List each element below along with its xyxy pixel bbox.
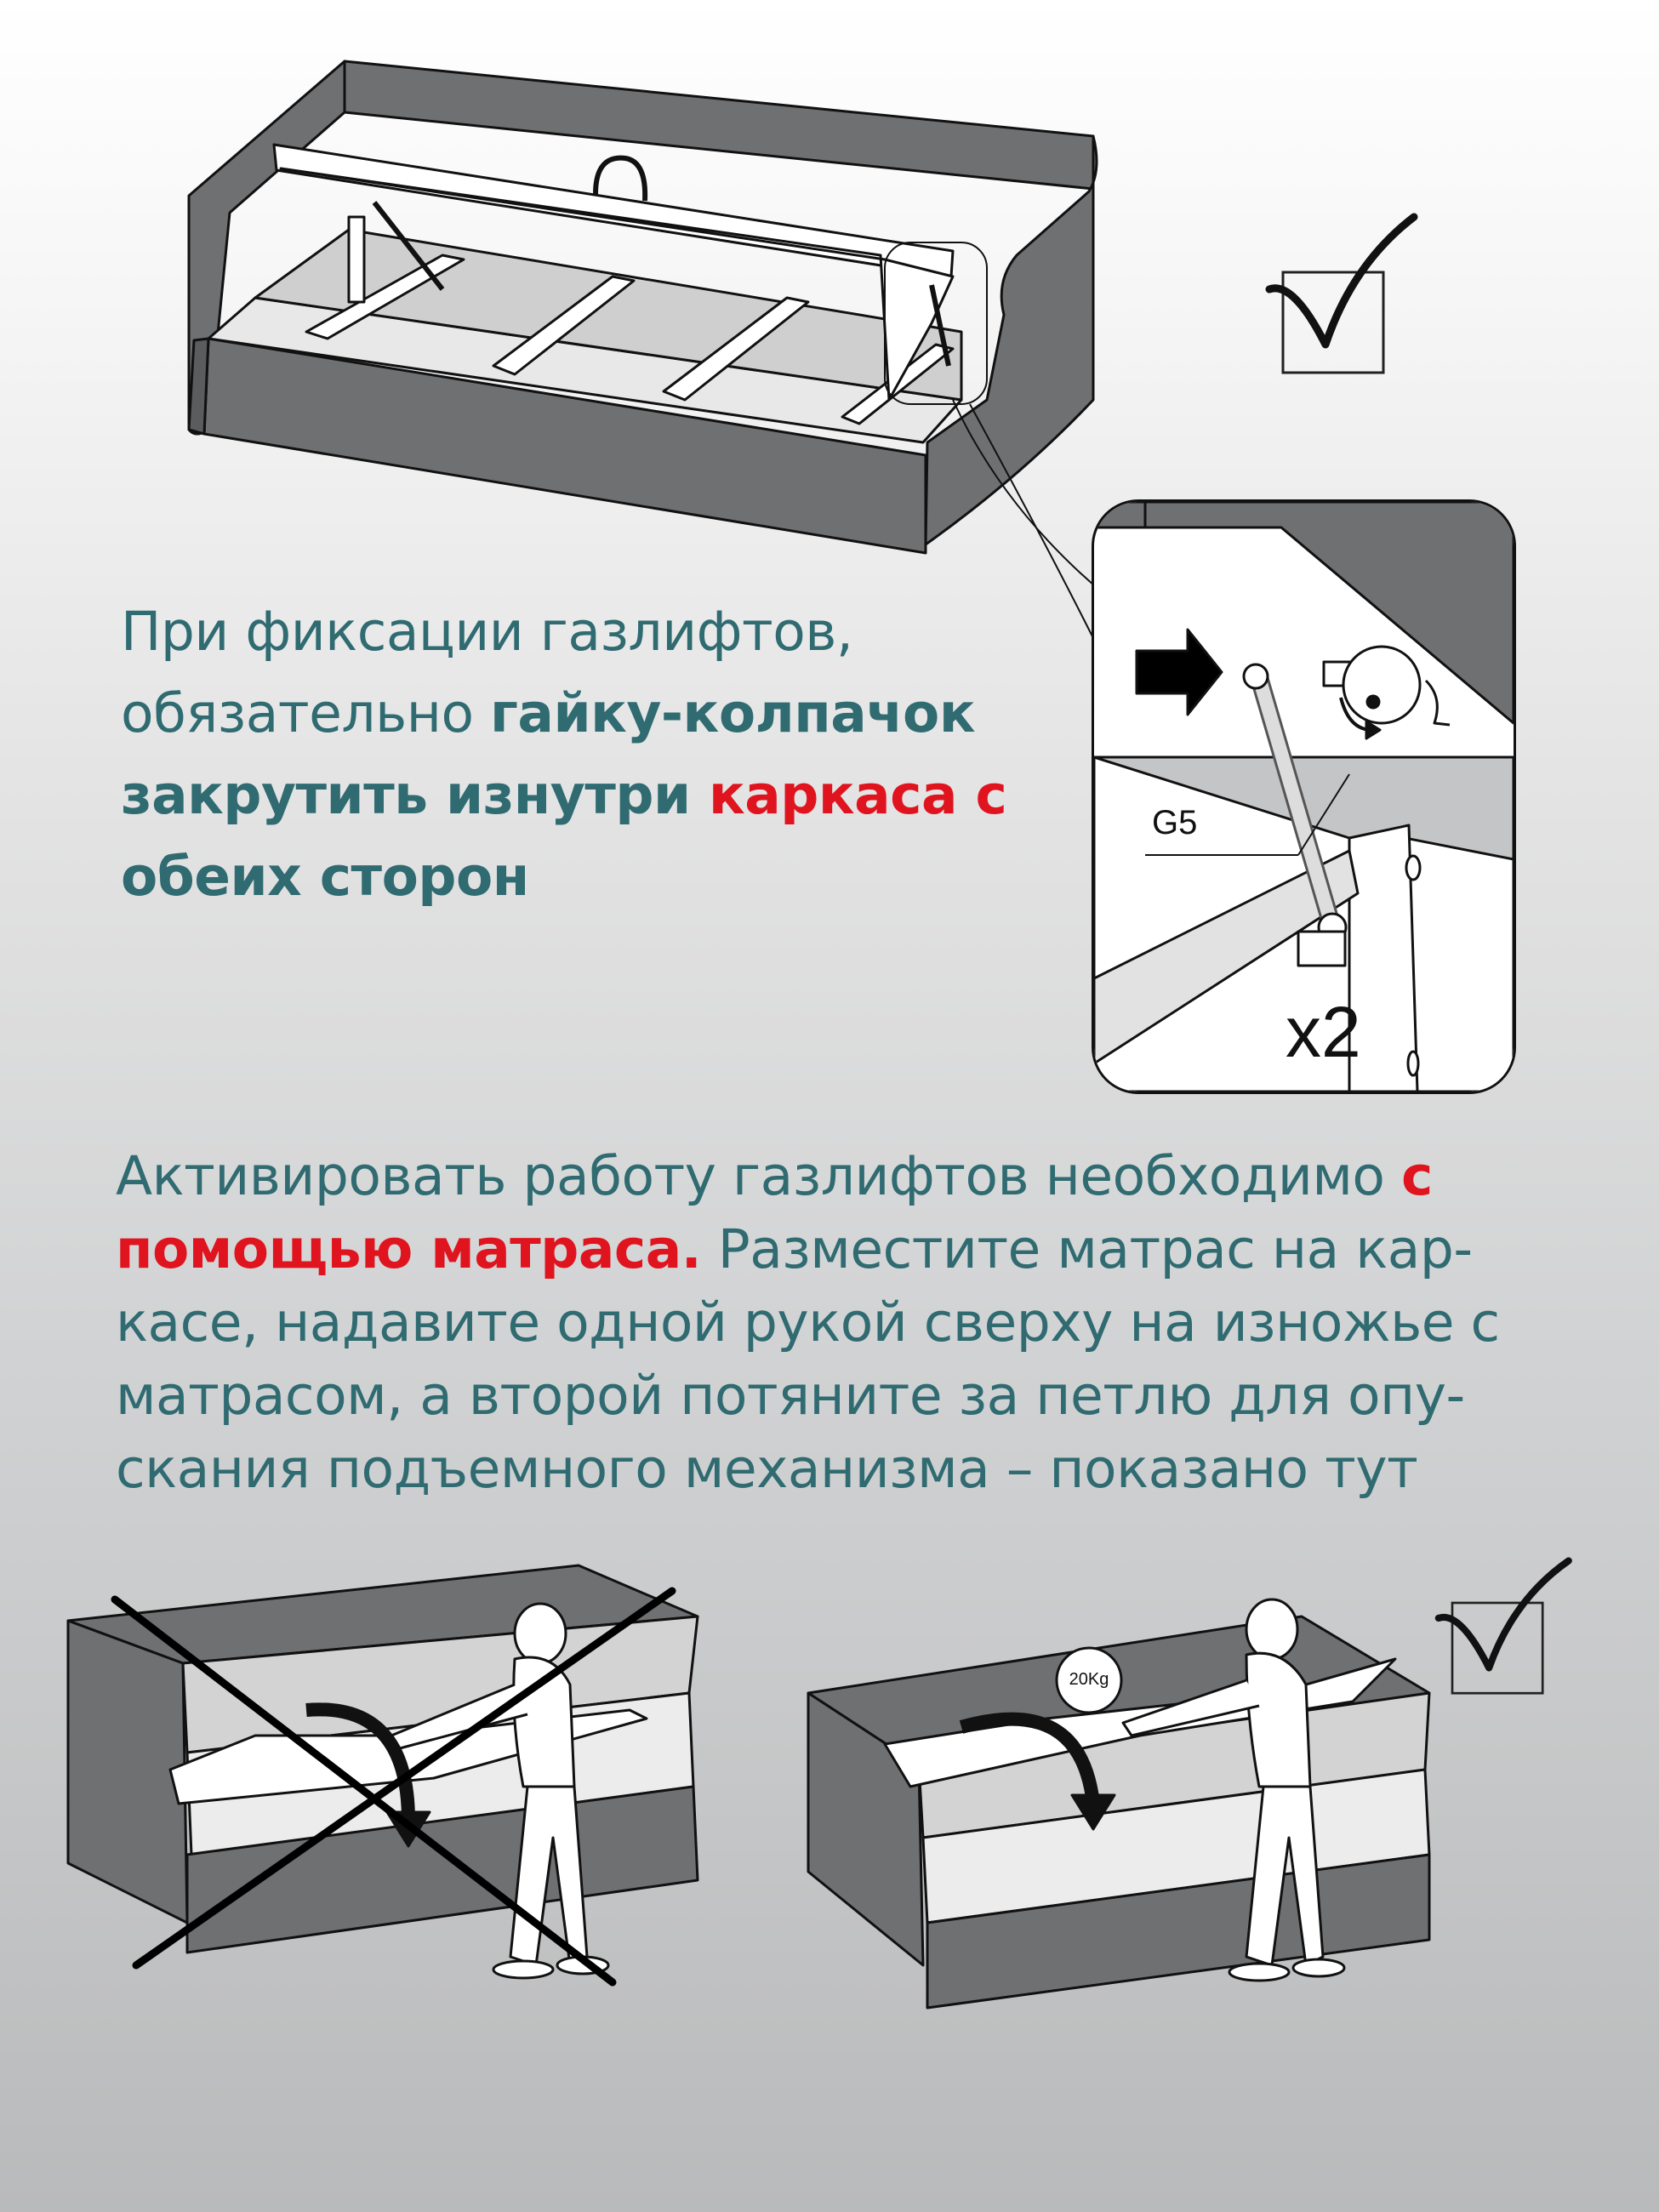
weight-label: 20Kg — [1069, 1670, 1109, 1689]
instruction-2-part2: с помощью матраса. — [116, 1145, 1433, 1280]
instruction-1-part2: гайку-колпачок закрутить изнутри — [121, 682, 976, 826]
part-label: G5 — [1152, 804, 1198, 841]
instruction-1-part1: При фиксации газлифтов, обязательно — [121, 601, 853, 744]
checkmark-icon-top — [1259, 213, 1429, 383]
quantity-label: x2 — [1286, 992, 1361, 1072]
checkmark-icon-bottom — [1429, 1557, 1582, 1710]
bed-closing-correct-icon — [800, 1565, 1463, 2008]
instruction-2-part1: Активировать работу газлифтов необходимо — [116, 1145, 1401, 1207]
bed-closing-wrong-icon — [51, 1565, 757, 2008]
instruction-text-2 — [116, 1140, 1519, 1506]
instruction-text-1 — [121, 591, 1023, 918]
instruction-2-part3: Разместите матрас на кар-касе, надавите одной рукой сверху на изножье с матрасом, а второй потяните за петлю для опу-скания подъемного механизма – показано тут — [116, 1218, 1500, 1500]
detail-callout — [1092, 499, 1516, 1094]
instruction-1-part4: обеих сторон — [121, 846, 529, 908]
instruction-1-part3: каркаса с — [709, 764, 1007, 826]
